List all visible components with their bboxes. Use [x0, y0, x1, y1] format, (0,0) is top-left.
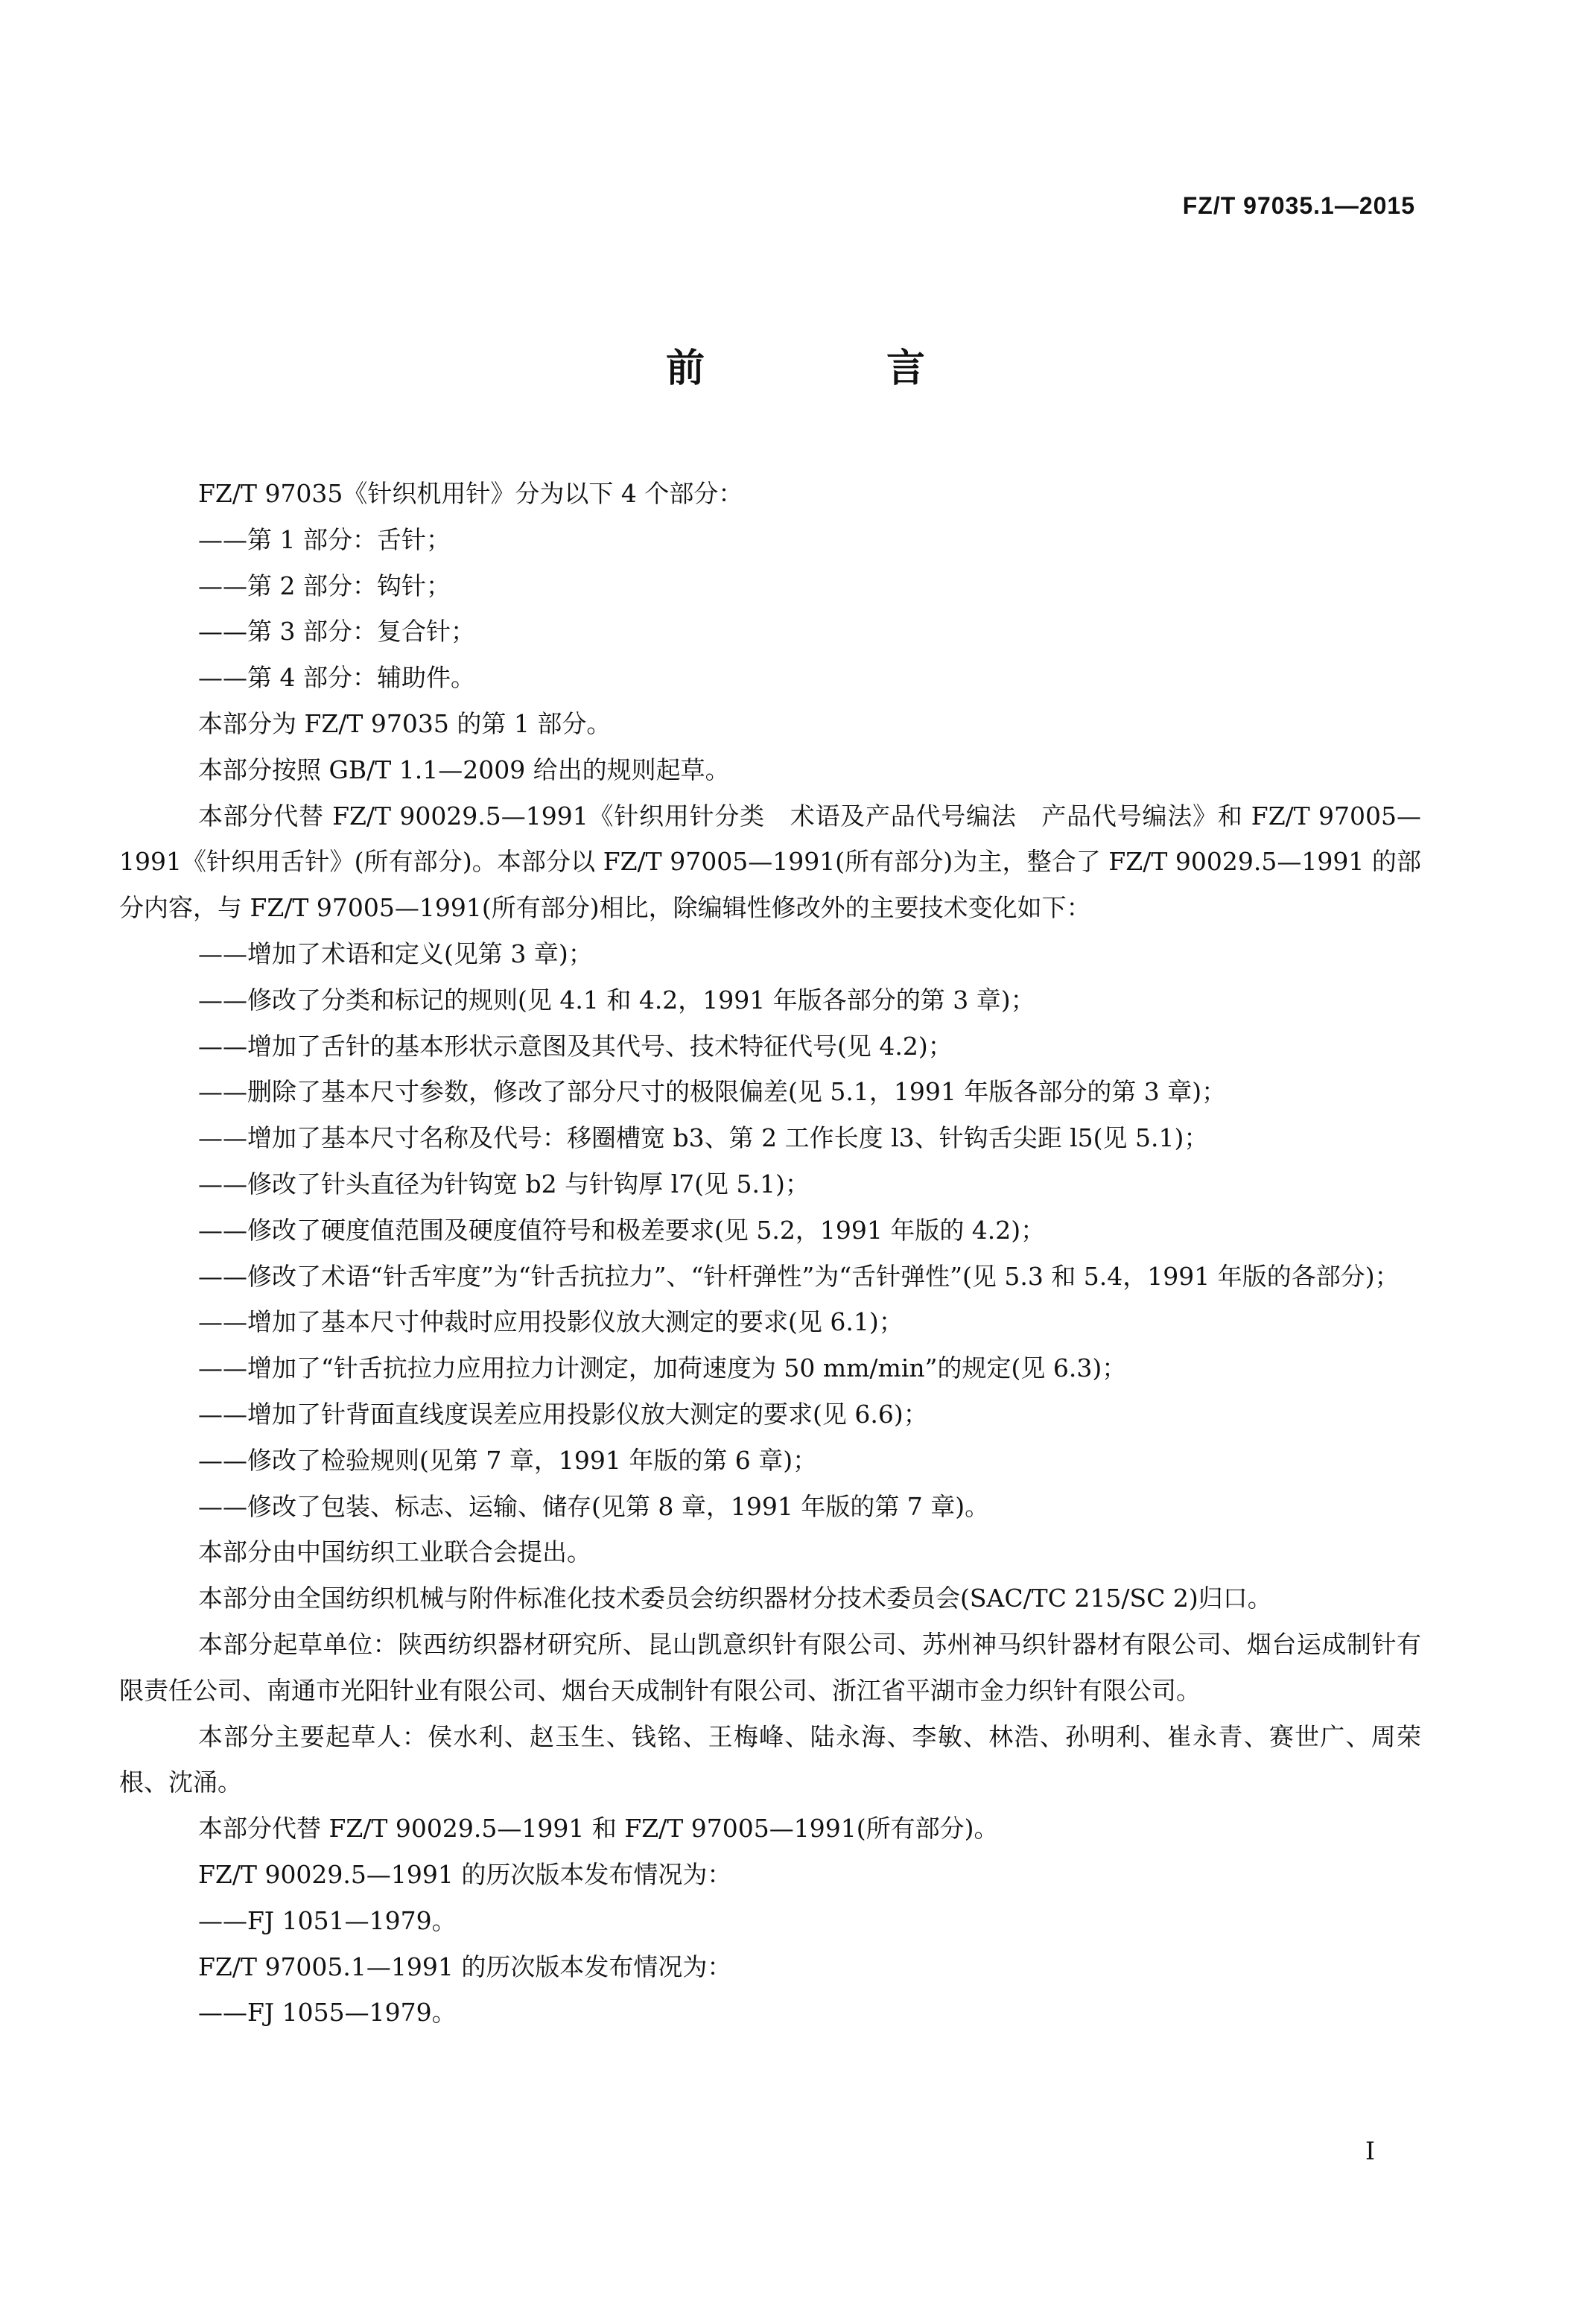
paragraph: 本部分按照 GB/T 1.1—2009 给出的规则起草。 — [198, 755, 730, 784]
paragraph: 本部分由全国纺织机械与附件标准化技术委员会纺织器材分技术委员会(SAC/TC 215/SC 2)归口。 — [198, 1584, 1272, 1613]
list-item: ——第 2 部分：钩针； — [198, 571, 451, 600]
standard-code: FZ/T 97035.1—2015 — [1182, 192, 1415, 219]
list-item: ——增加了术语和定义(见第 3 章)； — [198, 939, 593, 968]
paragraph: 本部分代替 FZ/T 90029.5—1991 和 FZ/T 97005—1991(所有部分)。 — [198, 1814, 999, 1844]
document-body — [119, 471, 1421, 2036]
list-item: ——修改了针头直径为针钩宽 b2 与针钩厚 l7(见 5.1)； — [198, 1169, 810, 1198]
list-item: ——增加了针背面直线度误差应用投影仪放大测定的要求(见 6.6)； — [198, 1399, 928, 1429]
list-item: ——增加了基本尺寸名称及代号：移圈槽宽 b3、第 2 工作长度 l3、针钩舌尖距 l5(见 5.1)； — [198, 1123, 1209, 1153]
list-item: ——FJ 1051—1979。 — [198, 1905, 457, 1935]
paragraph: 本部分代替 FZ/T 90029.5—1991《针织用针分类 术语及产品代号编法 产品代号编法》和 FZ/T 97005—1991《针织用舌针》(所有部分)。本部分以 FZ/T 97005—1991(所有部分)为主，整合了 FZ/T 90029.5—1991 的部分内容，与 FZ/T 97005—1991(所有部分)相比，除编辑性修改外的主要技术变化如下： — [119, 801, 1421, 923]
list-item: ——增加了舌针的基本形状示意图及其代号、技术特征代号(见 4.2)； — [198, 1031, 953, 1061]
paragraph: FZ/T 97035《针织机用针》分为以下 4 个部分： — [198, 479, 743, 508]
paragraph: 本部分由中国纺织工业联合会提出。 — [198, 1537, 591, 1567]
paragraph: FZ/T 97005.1—1991 的历次版本发布情况为： — [198, 1952, 732, 1981]
list-item: ——修改了检验规则(见第 7 章，1991 年版的第 6 章)； — [198, 1445, 818, 1475]
list-item: ——第 1 部分：舌针； — [198, 524, 451, 554]
list-item: ——修改了分类和标记的规则(见 4.1 和 4.2，1991 年版各部分的第 3 章)； — [198, 985, 1035, 1015]
page-number: I — [1365, 2136, 1375, 2165]
paragraph: 本部分为 FZ/T 97035 的第 1 部分。 — [198, 708, 612, 738]
list-item: ——修改了硬度值范围及硬度值符号和极差要求(见 5.2，1991 年版的 4.2)； — [198, 1215, 1046, 1245]
list-item: ——第 4 部分：辅助件。 — [198, 663, 475, 693]
paragraph: 本部分主要起草人：侯水利、赵玉生、钱铭、王梅峰、陆永海、李敏、林浩、孙明利、崔永青、赛世广、周荣根、沈涌。 — [119, 1721, 1421, 1797]
list-item: ——FJ 1055—1979。 — [198, 1998, 457, 2028]
paragraph: 本部分起草单位：陕西纺织器材研究所、昆山凯意织针有限公司、苏州神马织针器材有限公司、烟台运成制针有限责任公司、南通市光阳针业有限公司、烟台天成制针有限公司、浙江省平湖市金力织针有限公司。 — [119, 1629, 1421, 1705]
page-title: 前 言 — [665, 346, 997, 391]
list-item: ——第 3 部分：复合针； — [198, 617, 475, 647]
list-item: ——增加了“针舌抗拉力应用拉力计测定，加荷速度为 50 mm/min”的规定(见 6.3)； — [198, 1353, 1127, 1383]
paragraph: FZ/T 90029.5—1991 的历次版本发布情况为： — [198, 1859, 732, 1889]
list-item: ——修改了术语“针舌牢度”为“针舌抗拉力”、“针杆弹性”为“舌针弹性”(见 5.3 和 5.4，1991 年版的各部分)； — [198, 1261, 1400, 1291]
list-item: ——增加了基本尺寸仲裁时应用投影仪放大测定的要求(见 6.1)； — [198, 1307, 904, 1337]
list-item: ——删除了基本尺寸参数，修改了部分尺寸的极限偏差(见 5.1，1991 年版各部分的第 3 章)； — [198, 1077, 1227, 1107]
list-item: ——修改了包装、标志、运输、储存(见第 8 章，1991 年版的第 7 章)。 — [198, 1491, 990, 1521]
